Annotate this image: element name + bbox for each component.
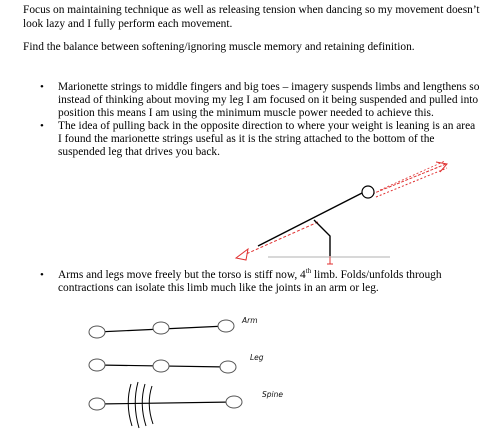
bullet-2-line-2: I found the marionette strings useful as it is the string attached to the bottom of the — [58, 133, 435, 145]
bullet-1-line-1: Marionette strings to middle fingers and big toes – imagery suspends limbs and lengthens so — [58, 81, 480, 93]
arm-joint — [218, 320, 234, 332]
bullet-1-line-2: instead of thinking about moving my leg I am focused on it being suspended and pulled into — [58, 94, 479, 106]
intro-line-1: Focus on maintaining technique as well as releasing tension when dancing so my movement doesn’t — [23, 4, 480, 16]
leg-joint — [89, 359, 105, 371]
arm-diagram — [89, 320, 234, 338]
bullet-3-text-pre: Arms and legs move freely but the torso is stiff now, 4 — [58, 269, 306, 281]
bullet-2-line-1: The idea of pulling back in the opposite direction to where your weight is leaning is an area — [58, 120, 476, 132]
spine-joint — [89, 398, 105, 410]
bullet-3-superscript: th — [305, 267, 312, 276]
bullet-marker: • — [40, 81, 44, 93]
bullet-marker: • — [40, 120, 44, 132]
spine-label: Spine — [262, 390, 283, 399]
bullet-3-text-post: limb. Folds/unfolds through — [311, 269, 442, 281]
balance-line: Find the balance between softening/ignoring muscle memory and retaining definition. — [23, 41, 415, 53]
arm-label: Arm — [242, 316, 258, 325]
arm-joint — [153, 322, 169, 334]
leg-joint — [153, 360, 169, 372]
leg-diagram — [89, 359, 236, 373]
bullet-3-line-2: contractions can isolate this limb much like the joints in an arm or leg. — [58, 282, 379, 294]
intro-line-2: look lazy and I fully perform each movement. — [23, 18, 233, 30]
spine-joint — [226, 396, 242, 408]
bullet-1-line-3: position this means I am using the minimum muscle power needed to achieve this. — [58, 107, 434, 119]
bullet-2-line-3: suspended leg that drives you back. — [58, 146, 220, 158]
leg-label: Leg — [250, 353, 264, 362]
spine-diagram — [89, 382, 242, 428]
arm-joint — [89, 326, 105, 338]
bullet-marker: • — [40, 269, 44, 281]
leg-joint — [220, 361, 236, 373]
